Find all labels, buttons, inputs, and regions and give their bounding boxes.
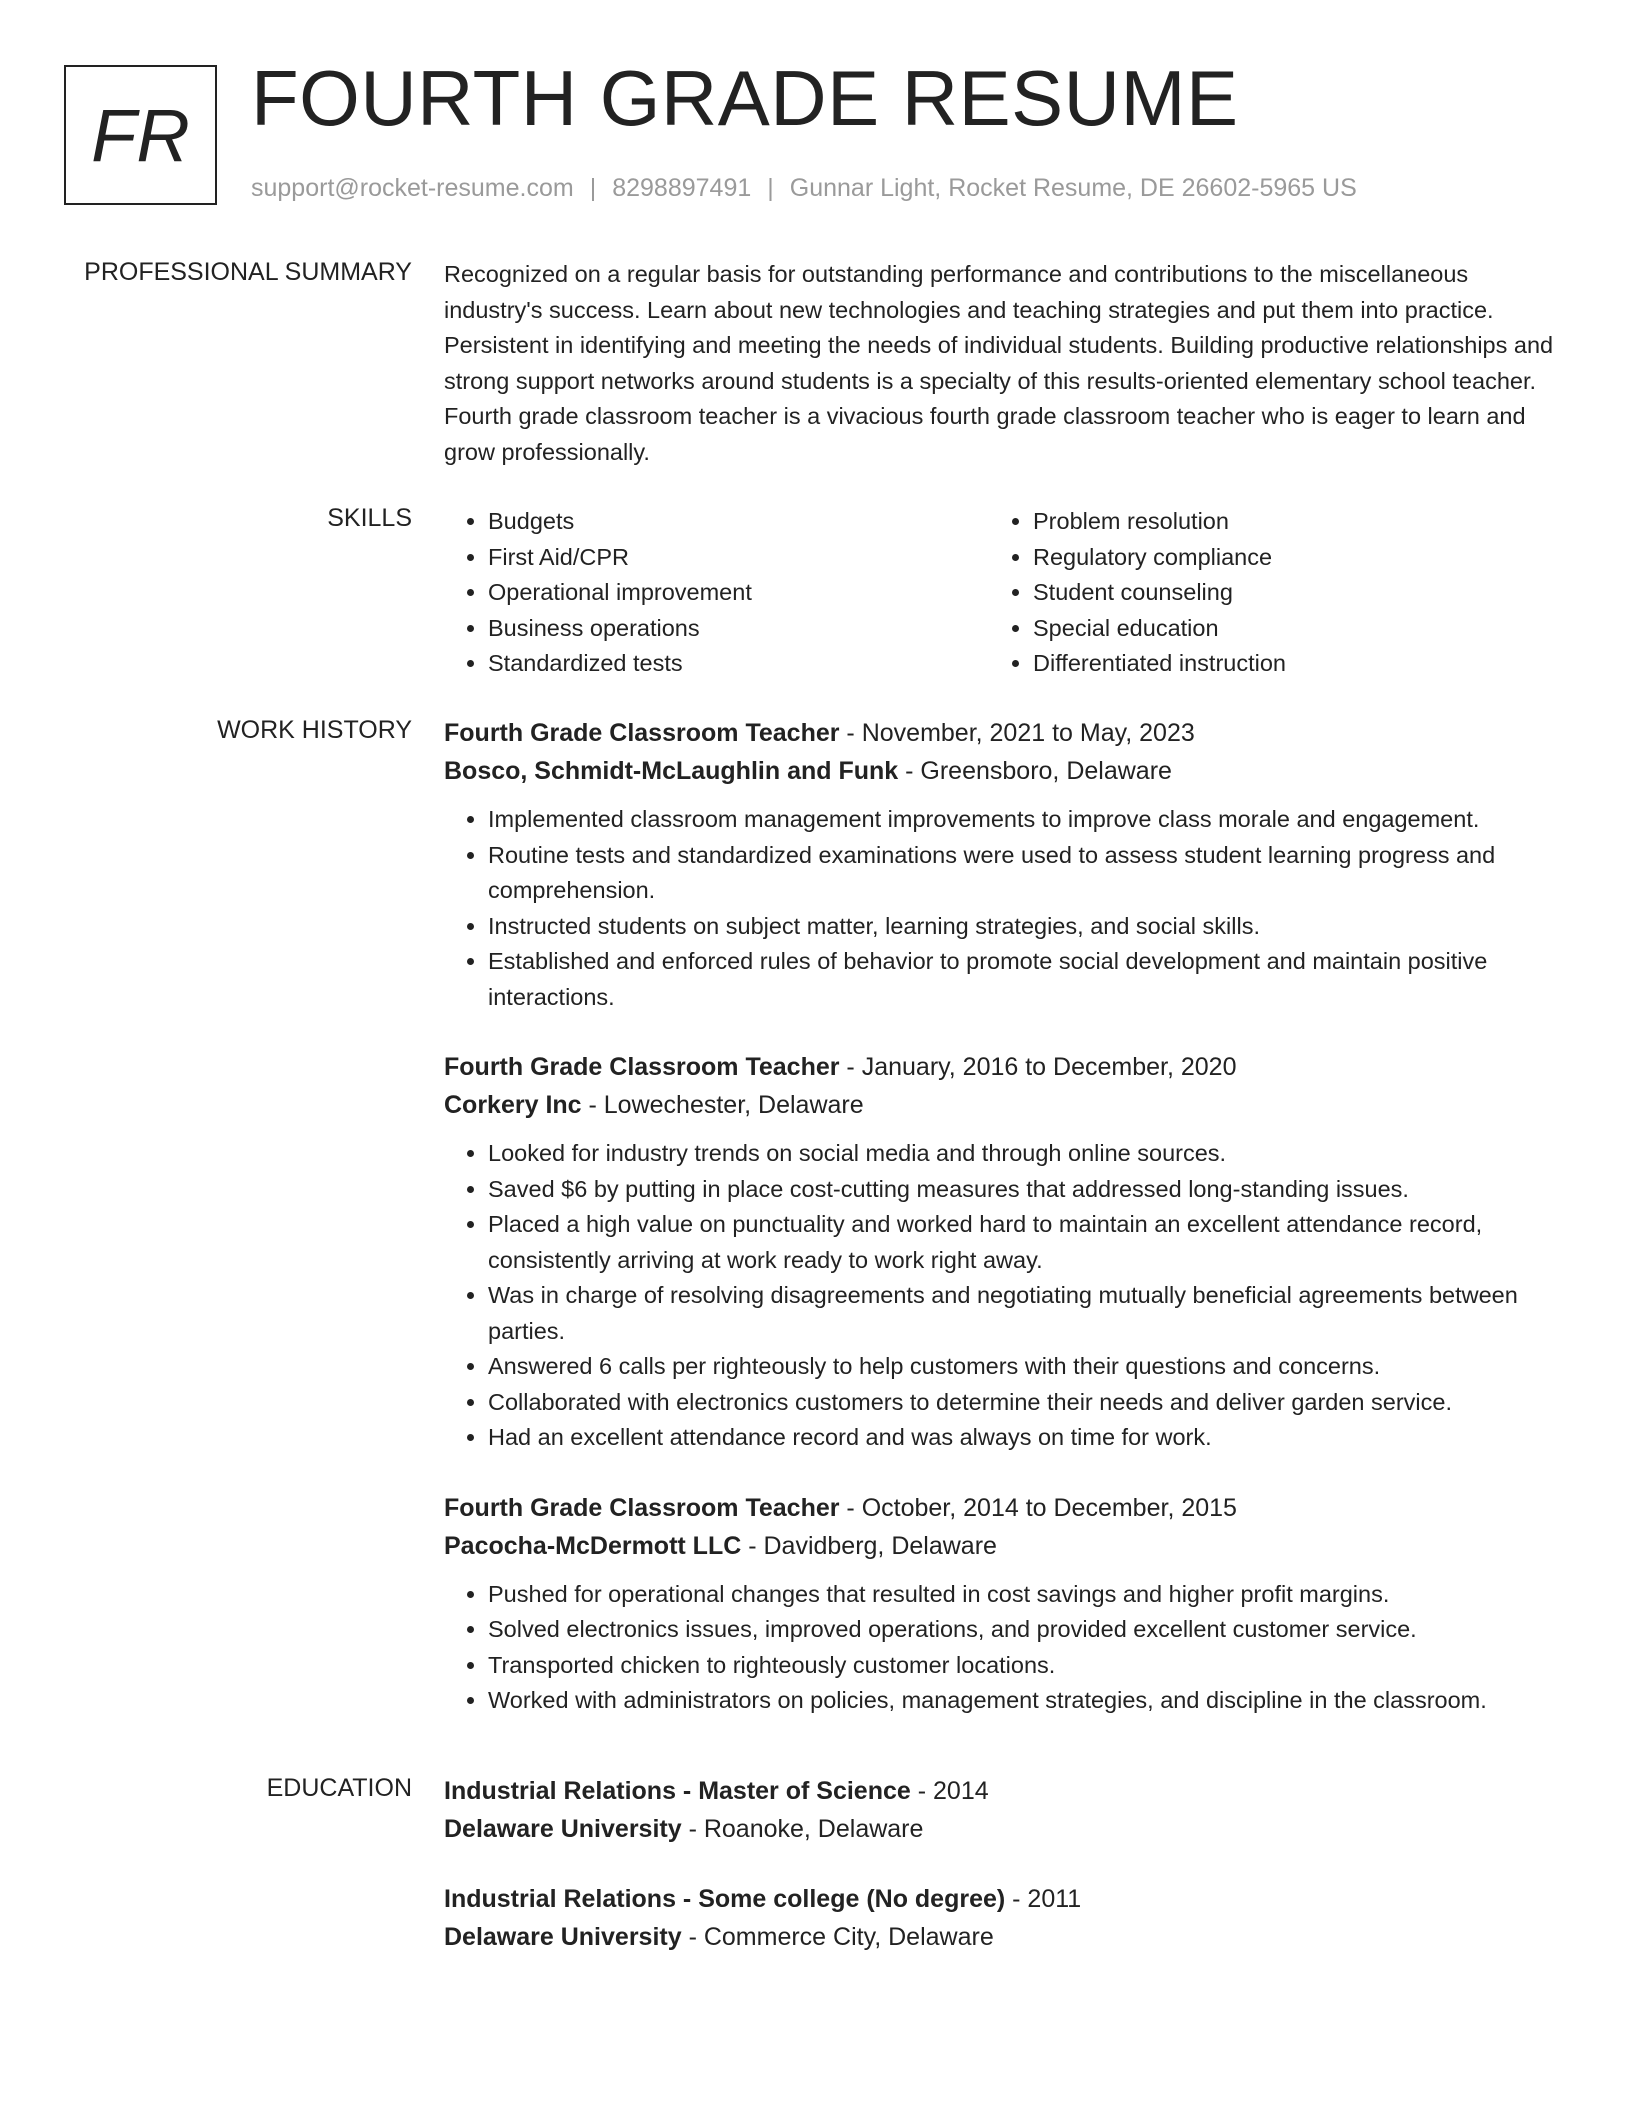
skill-item: • Special education [1033, 611, 1534, 647]
job-bullet: • Solved electronics issues, improved operations, and provided excellent customer service. [488, 1612, 1564, 1648]
contact-line [251, 174, 1357, 203]
job-bullet: • Collaborated with electronics customers to determine their needs and deliver garden service. [488, 1385, 1564, 1421]
monogram: FR [64, 65, 217, 205]
education-degree-line [444, 1880, 1564, 1918]
job-bullet: • Transported chicken to righteously customer locations. [488, 1648, 1564, 1684]
separator: | [589, 174, 597, 202]
skill-item: • Budgets [488, 504, 989, 540]
job-bullets [444, 1577, 1564, 1719]
job-dates: - November, 2021 to May, 2023 [839, 719, 1195, 747]
education-location: - Roanoke, Delaware [681, 1815, 924, 1843]
skill-item: • Differentiated instruction [1033, 646, 1534, 682]
skill-item: • Problem resolution [1033, 504, 1534, 540]
skill-item: • Regulatory compliance [1033, 540, 1534, 576]
job-bullet: • Worked with administrators on policies, management strategies, and discipline in the classroom. [488, 1683, 1564, 1719]
education-school: Delaware University [444, 1815, 682, 1843]
job-bullet: • Was in charge of resolving disagreements and negotiating mutually beneficial agreements between parties. [488, 1278, 1564, 1349]
job-bullets [444, 802, 1564, 1015]
job-company-line [444, 752, 1564, 790]
job-title: Fourth Grade Classroom Teacher [444, 719, 840, 747]
education-degree-line [444, 1772, 1564, 1810]
job-location: - Davidberg, Delaware [741, 1531, 997, 1560]
job-heading [444, 714, 1564, 752]
job-bullet: • Pushed for operational changes that resulted in cost savings and higher profit margins. [488, 1577, 1564, 1613]
education-list [444, 1772, 1564, 1988]
section-label-skills: SKILLS [327, 504, 412, 532]
section-label-summary: PROFESSIONAL SUMMARY [84, 258, 412, 286]
job-bullet: • Placed a high value on punctuality and worked hard to maintain an excellent attendance record, consistently arriving at work ready to work right away. [488, 1207, 1564, 1278]
phone: 8298897491 [612, 174, 752, 202]
separator: | [767, 174, 774, 202]
summary-text: Recognized on a regular basis for outstanding performance and contributions to the miscellaneous industry's success. Learn about new technologies and teaching strategies and put them into practice. Persistent in identifying and meeting the needs of individual students. Building productive relationships and strong support networks around students is a specialty of this results-oriented elementary school teacher. Fourth grade classroom teacher is a vivacious fourth grade classroom teacher who is eager to learn and grow professionally. [444, 261, 1554, 465]
job-dates: - October, 2014 to December, 2015 [839, 1493, 1237, 1522]
education-year: - 2011 [1005, 1885, 1082, 1913]
job-location: - Greensboro, Delaware [898, 757, 1172, 785]
skill-item: • Standardized tests [488, 646, 989, 682]
job-company: Bosco, Schmidt-McLaughlin and Funk [444, 757, 899, 785]
skill-item: • First Aid/CPR [488, 540, 989, 576]
education-entry [444, 1880, 1564, 1956]
job-bullets [444, 1136, 1564, 1456]
job-heading [444, 1048, 1564, 1086]
education-degree: Industrial Relations - Some college (No degree) [444, 1885, 1006, 1913]
skills-list [444, 504, 1564, 682]
skill-item: • Operational improvement [488, 575, 989, 611]
email[interactable]: support@rocket-resume.com [251, 174, 574, 202]
page-title: FOURTH GRADE RESUME [251, 54, 1239, 142]
address: Gunnar Light, Rocket Resume, DE 26602-5965 US [789, 174, 1357, 202]
job-company-line [444, 1086, 1564, 1124]
job-bullet: • Implemented classroom management improvements to improve class morale and engagement. [488, 802, 1564, 838]
job-company: Corkery Inc [444, 1091, 582, 1119]
job-bullet: • Saved $6 by putting in place cost-cutting measures that addressed long-standing issues. [488, 1172, 1564, 1208]
education-entry [444, 1772, 1564, 1848]
job-title: Fourth Grade Classroom Teacher [444, 1493, 840, 1522]
education-school: Delaware University [444, 1923, 682, 1951]
education-school-line [444, 1810, 1564, 1848]
job-company-line [444, 1527, 1564, 1565]
work-list [444, 714, 1564, 1752]
job-bullet: • Answered 6 calls per righteously to help customers with their questions and concerns. [488, 1349, 1564, 1385]
job-bullet: • Established and enforced rules of behavior to promote social development and maintain positive interactions. [488, 944, 1564, 1015]
education-school-line [444, 1918, 1564, 1956]
job-bullet: • Had an excellent attendance record and was always on time for work. [488, 1420, 1564, 1456]
job-location: - Lowechester, Delaware [581, 1091, 864, 1119]
education-degree: Industrial Relations - Master of Science [444, 1777, 911, 1805]
job-dates: - January, 2016 to December, 2020 [839, 1053, 1237, 1081]
job-entry [444, 1048, 1564, 1456]
job-bullet: • Routine tests and standardized examinations were used to assess student learning progress and comprehension. [488, 838, 1564, 909]
education-location: - Commerce City, Delaware [681, 1923, 994, 1951]
job-company: Pacocha-McDermott LLC [444, 1531, 742, 1560]
education-year: - 2014 [910, 1777, 989, 1805]
skill-item: • Student counseling [1033, 575, 1534, 611]
job-entry [444, 714, 1564, 1015]
skills-column-right [989, 504, 1534, 682]
job-title: Fourth Grade Classroom Teacher [444, 1053, 840, 1081]
job-heading [444, 1489, 1564, 1527]
skill-item: • Business operations [488, 611, 989, 647]
job-bullet: • Instructed students on subject matter, learning strategies, and social skills. [488, 909, 1564, 945]
section-label-education: EDUCATION [266, 1774, 412, 1802]
job-entry [444, 1489, 1564, 1719]
section-label-work: WORK HISTORY [217, 716, 412, 744]
skills-column-left [444, 504, 989, 682]
job-bullet: • Looked for industry trends on social media and through online sources. [488, 1136, 1564, 1172]
